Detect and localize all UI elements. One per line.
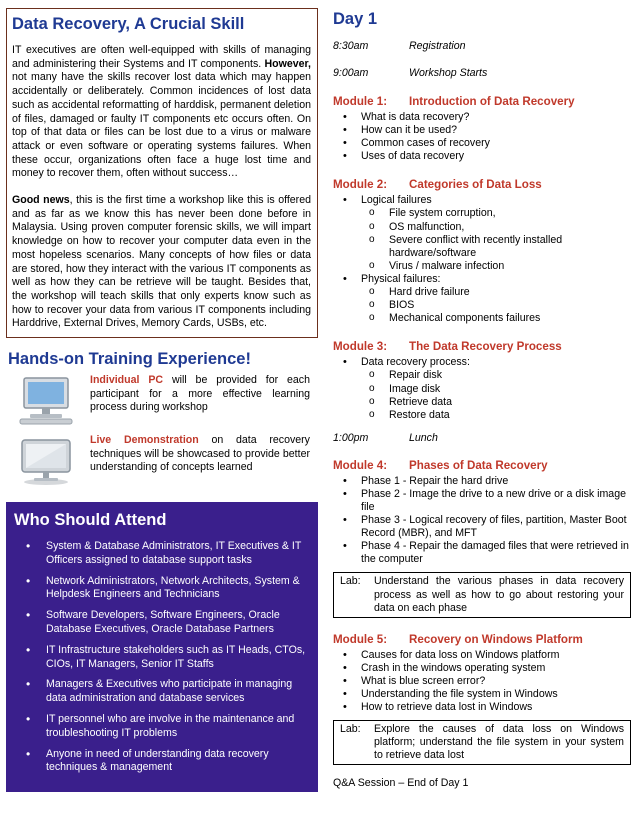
list-item: • Uses of data recovery (333, 150, 631, 163)
sub-list (361, 286, 631, 325)
sub-list-item: o File system corruption, (361, 207, 631, 220)
list-item: • Phase 4 - Repair the damaged files that were retrieved in the computer (333, 540, 631, 566)
feature-individual-pc-text (90, 374, 310, 415)
lab-text: Explore the causes of data loss on Windows platform; understand the file system in your system to retrieve data lost (374, 723, 624, 762)
day-title: Day 1 (333, 10, 378, 28)
lab-text: Understand the various phases in data recovery process as well as how to go about restoring your data on each phase (374, 575, 624, 614)
list-item: • How can it be used? (333, 124, 631, 137)
feature-live-demo-highlight: Live Demonstration (90, 434, 199, 447)
who-item: • IT personnel who are involve in the maintenance and troubleshooting IT problems (14, 713, 310, 741)
lab-label: Lab: (340, 723, 361, 736)
sub-list-item: o Restore data (361, 409, 631, 422)
module-title: Phases of Data Recovery (409, 458, 548, 472)
schedule-time: 1:00pm (333, 431, 369, 444)
list-item (333, 194, 631, 273)
module-2-list (333, 194, 631, 325)
who-title: Who Should Attend (14, 511, 167, 530)
list-item: • Causes for data loss on Windows platform (333, 649, 631, 662)
list-item: • Phase 3 - Logical recovery of files, partition, Master Boot Record (MBR), and MFT (333, 514, 631, 540)
who-item: • Anyone in need of understanding data recovery techniques & management (14, 748, 310, 776)
intro-p1-text-b: not many have the skills recover lost data which may happen accidentally or deliberately. Common incidences of lost data such as accidental reformatting of harddisk, permanent deletion of files, damaged or faulty IT components etc occurs often. On top of that data or files can be lost due to a virus or malware attack or even software or operating systems failures. When these occur, organizations often face a huge lost time and money to recover them, often without success… (12, 71, 311, 180)
intro-paragraph-2 (12, 194, 311, 331)
schedule-time: 9:00am (333, 67, 369, 79)
who-item: • IT Infrastructure stakeholders such as IT Heads, CTOs, CIOs, IT Managers, Senior IT Staffs (14, 644, 310, 672)
sub-list (361, 207, 631, 272)
module-1-heading (333, 94, 631, 109)
list-item: • Crash in the windows operating system (333, 662, 631, 675)
sub-list-item: o Virus / malware infection (361, 260, 631, 273)
intro-p2-text: , this is the first time a workshop like this is offered and as far as we know this has never been done before in Malaysia. Using proven computer forensic skills, we will impart knowledge on how to recover your computer data even in the most hopeless scenarios. Many concepts of how files or data are stored, how they interact with the various IT components as well as how they can be retrieve will be taught. Besides that, the workshop will teach skills that only experts know such as how to recover your data from various IT components including Harddrive, External Drives, Memory Cards, USBs, etc. (12, 194, 311, 330)
who-item: • System & Database Administrators, IT Executives & IT Officers assigned to database support tasks (14, 540, 310, 568)
left-column (6, 8, 318, 792)
module-5-heading (333, 632, 631, 647)
sub-list-item: o Retrieve data (361, 396, 631, 409)
intro-section (6, 8, 318, 338)
list-item-label: Logical failures (361, 194, 432, 207)
right-column (333, 8, 631, 789)
lab-box-module-5 (333, 720, 631, 765)
sub-list-item: o Severe conflict with recently installed hardware/software (361, 234, 631, 260)
hands-on-title: Hands-on Training Experience! (8, 350, 251, 369)
schedule-label: Registration (409, 40, 466, 52)
monitor-icon (14, 436, 78, 486)
schedule-workshop-start (333, 67, 631, 80)
sub-list-item: o Hard drive failure (361, 286, 631, 299)
intro-p1-bold: However, (264, 57, 311, 70)
module-title: Introduction of Data Recovery (409, 95, 575, 108)
schedule-time: 8:30am (333, 40, 369, 52)
module-3-heading (333, 339, 631, 354)
list-item: • Phase 1 - Repair the hard drive (333, 475, 631, 488)
sub-list-item: o BIOS (361, 299, 631, 312)
computer-icon (14, 376, 78, 426)
intro-paragraph-1 (12, 44, 311, 181)
module-number: Module 2: (333, 178, 388, 192)
who-item: • Network Administrators, Network Architects, System & Helpdesk Engineers and Technicians (14, 575, 310, 603)
who-list (14, 540, 310, 775)
feature-live-demo-desc: on data recovery techniques will be showcased to provide better understanding of concepts learned (90, 434, 310, 474)
intro-p1-text-a: IT executives are often well-equipped with skills of managing and administering their Systems and IT components. (12, 44, 311, 70)
module-title: The Data Recovery Process (409, 340, 562, 354)
module-number: Module 5: (333, 632, 388, 646)
lab-label: Lab: (340, 575, 361, 588)
schedule-label: Lunch (409, 431, 438, 444)
list-item: • How to retrieve data lost in Windows (333, 701, 631, 714)
list-item (333, 273, 631, 325)
module-title: Categories of Data Loss (409, 178, 542, 192)
list-item: • Phase 2 - Image the drive to a new drive or a disk image file (333, 488, 631, 514)
sub-list-item: o Image disk (361, 383, 631, 396)
list-item: • Understanding the file system in Windows (333, 688, 631, 701)
feature-individual-pc-highlight: Individual PC (90, 374, 164, 387)
sub-list-item: o Mechanical components failures (361, 312, 631, 325)
module-4-heading (333, 458, 631, 473)
qa-session-text: Q&A Session – End of Day 1 (333, 777, 469, 790)
intro-p2-bold: Good news (12, 194, 70, 207)
module-2-heading (333, 177, 631, 192)
module-number: Module 4: (333, 458, 388, 472)
schedule-registration (333, 40, 631, 53)
module-5-list (333, 649, 631, 714)
lab-box-module-4 (333, 572, 631, 617)
module-3-list (333, 356, 631, 421)
module-title: Recovery on Windows Platform (409, 632, 583, 646)
feature-live-demo (6, 434, 318, 490)
list-item-label: Physical failures: (361, 272, 441, 285)
who-should-attend-section (6, 502, 318, 792)
list-item: • What is blue screen error? (333, 675, 631, 688)
list-item (333, 356, 631, 421)
schedule-label: Workshop Starts (409, 67, 488, 79)
list-item: • Common cases of recovery (333, 137, 631, 150)
module-number: Module 1: (333, 95, 388, 108)
who-item: • Managers & Executives who participate in managing data administration and database services (14, 678, 310, 706)
sub-list-item: o OS malfunction, (361, 221, 631, 234)
module-4-list (333, 475, 631, 567)
feature-individual-pc (6, 374, 318, 430)
list-item: • What is data recovery? (333, 111, 631, 124)
who-item: • Software Developers, Software Engineers, Oracle Database Executives, Oracle Database Partners (14, 609, 310, 637)
module-1-list (333, 111, 631, 163)
feature-live-demo-text (90, 434, 310, 475)
list-item-label: Data recovery process: (361, 356, 470, 369)
module-number: Module 3: (333, 340, 388, 354)
schedule-lunch (333, 432, 631, 444)
feature-individual-pc-desc: will be provided for each participant for a more effective learning process during workshop (90, 374, 310, 414)
sub-list (361, 369, 631, 421)
intro-title: Data Recovery, A Crucial Skill (12, 15, 245, 33)
sub-list-item: o Repair disk (361, 369, 631, 382)
